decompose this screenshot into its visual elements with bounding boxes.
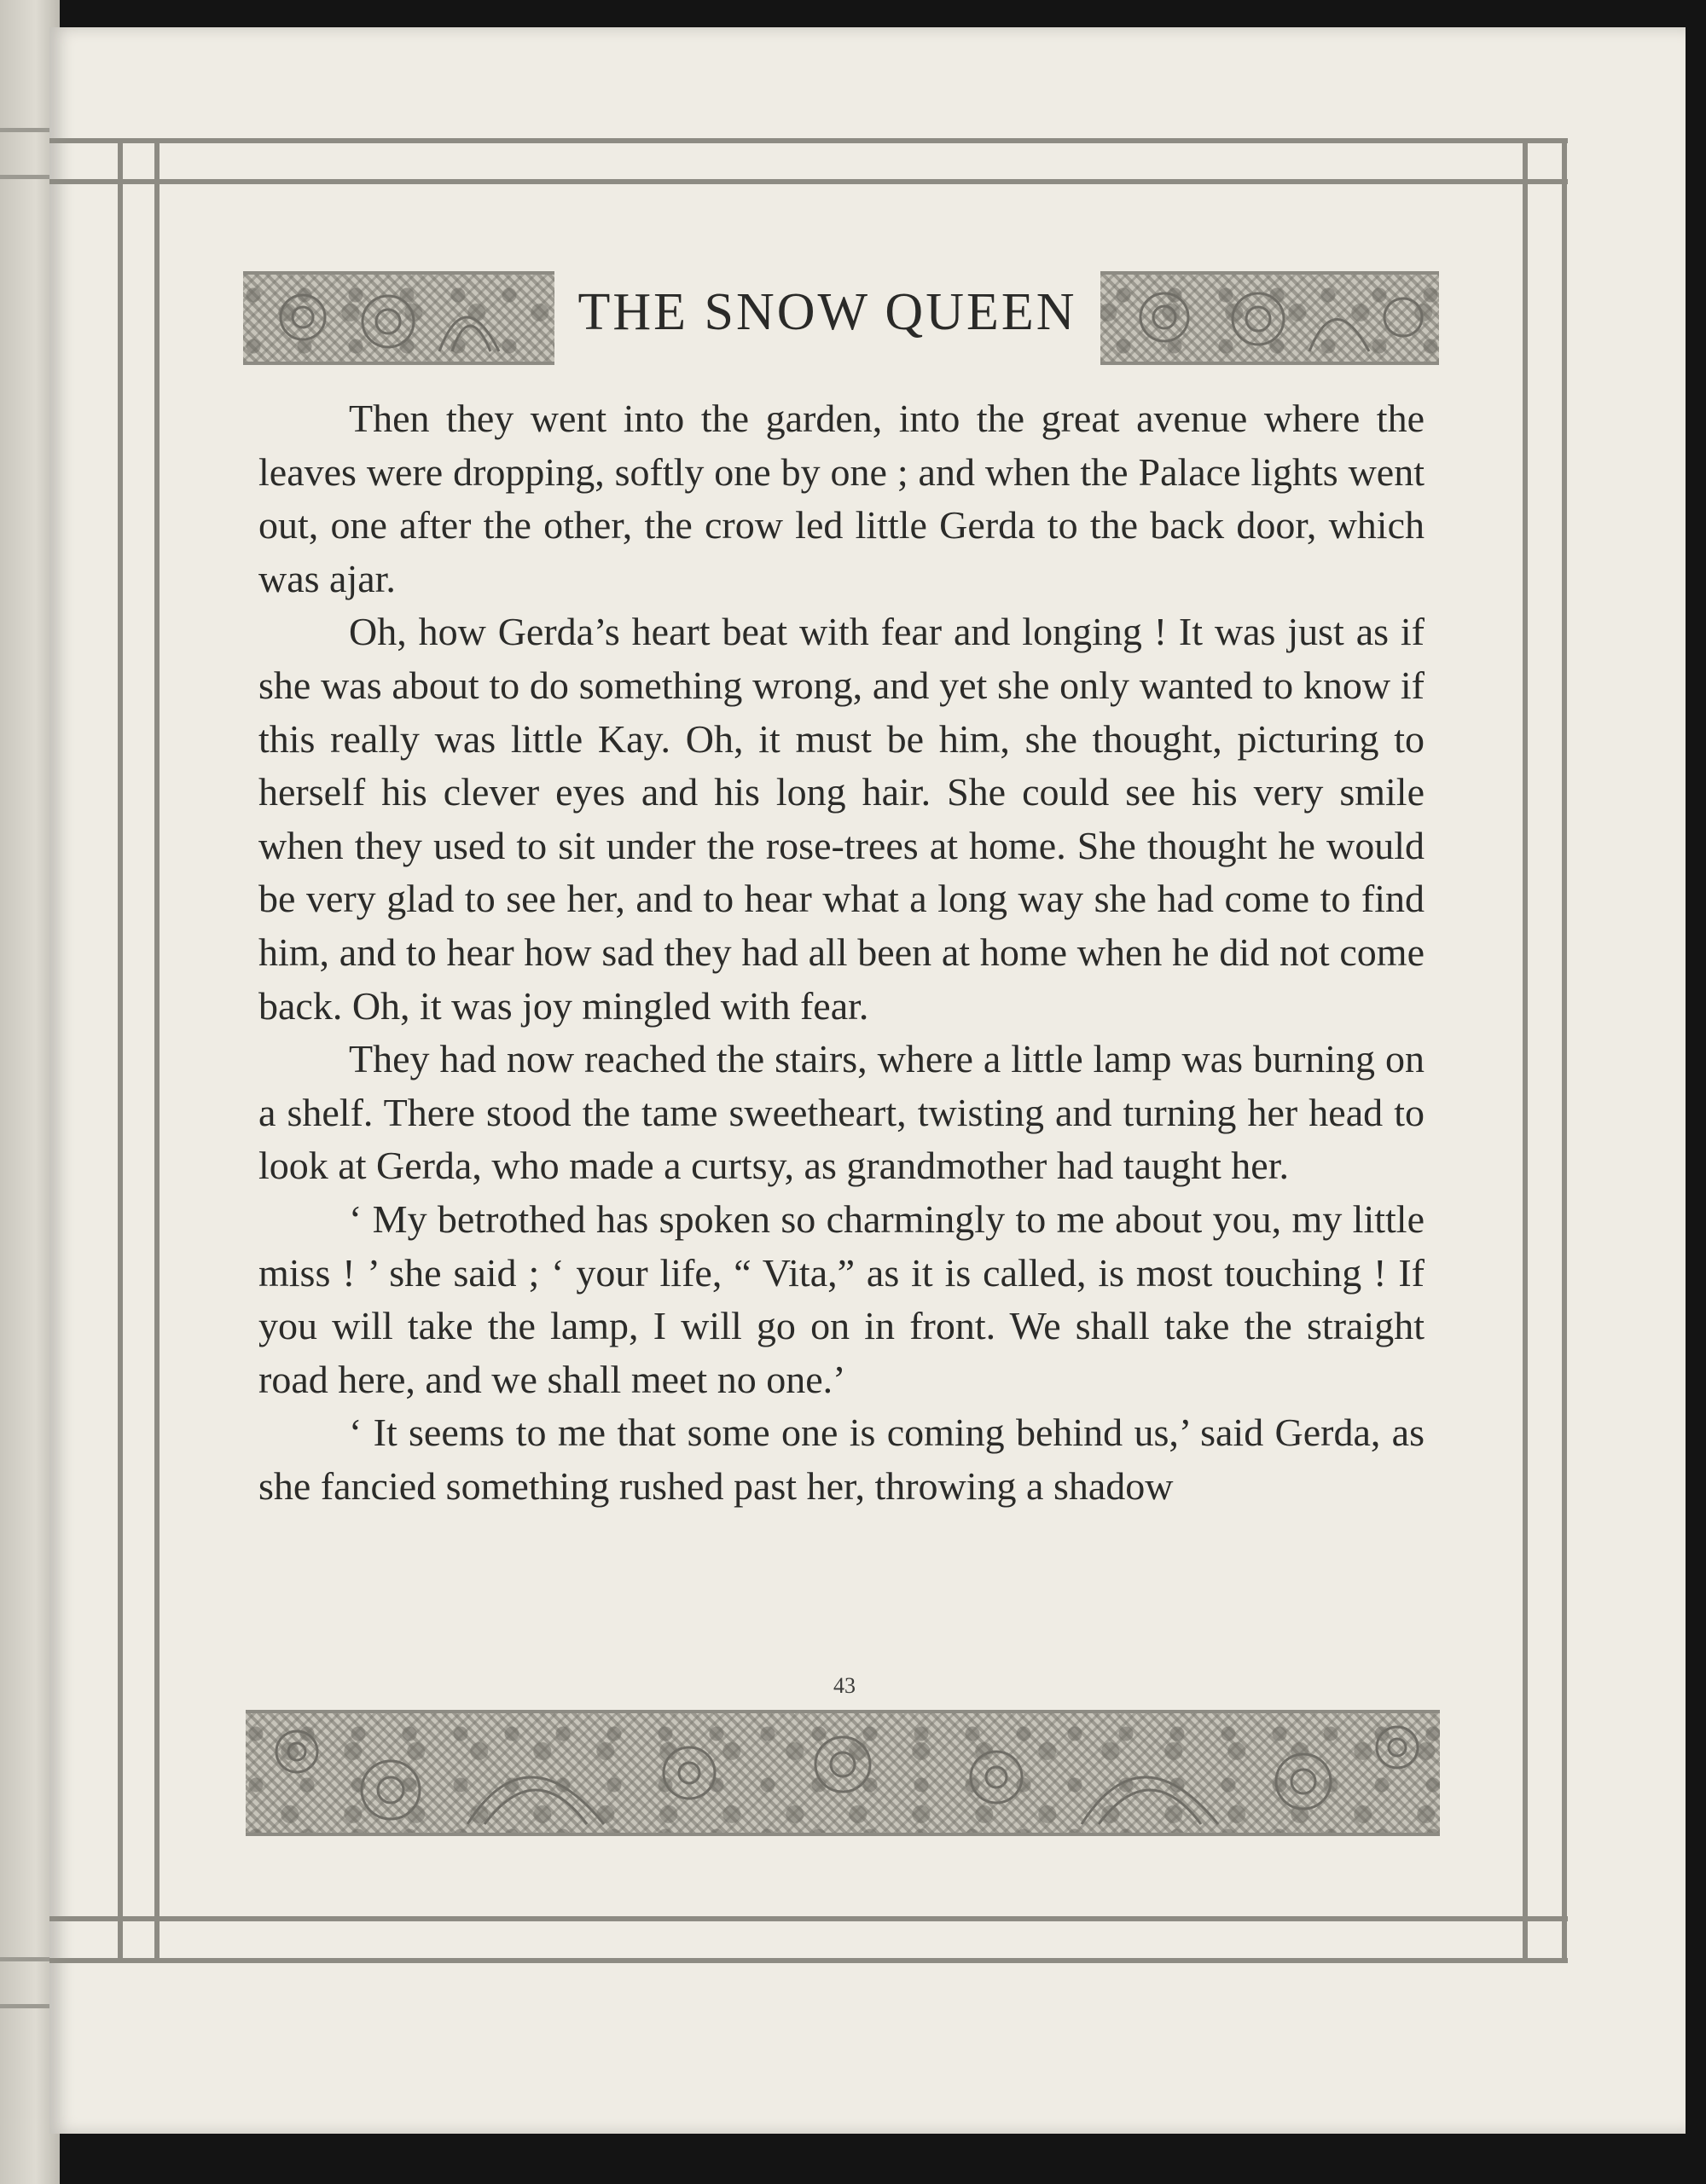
- facing-page-rule: [0, 2004, 53, 2008]
- paragraph-3: They had now reached the stairs, where a little lamp was burning on a shelf. There stood the tame sweetheart, twisting and turning her head to look at Gerda, who made a curtsy, as grandmother had taught her.: [258, 1037, 1425, 1188]
- frame-right-outer: [1562, 138, 1567, 1963]
- paragraph-1: Then they went into the garden, into the great avenue where the leaves were dropping, softly one by one ; and when the Palace lights went out, one after the other, the crow led little Gerda to the back door, which was ajar.: [258, 397, 1425, 600]
- frame-left-inner: [154, 138, 160, 1963]
- footer-ornament: [246, 1710, 1440, 1836]
- paragraph-4: ‘ My betrothed has spoken so charmingly to me about you, my little miss ! ’ she said ; ‘ your life, “ Vita,” as it is called, is most touching ! If you will take the lamp, I will go on in front. We shall take the straight road here, and we shall meet no one.’: [258, 1196, 1425, 1401]
- frame-left-outer: [118, 138, 123, 1963]
- body-text: [258, 392, 1425, 1513]
- facing-page-rule: [0, 175, 53, 179]
- facing-page-rule: [0, 1957, 53, 1961]
- paragraph-5: ‘ It seems to me that some one is coming behind us,’ said Gerda, as she fancied something rushed past her, throwing a shadow: [258, 1411, 1425, 1508]
- facing-page-rule: [0, 128, 53, 132]
- page-number: 43: [833, 1673, 856, 1698]
- frame-right-inner: [1523, 138, 1528, 1963]
- chapter-title-box: [554, 256, 1100, 368]
- frame-top-outer: [49, 138, 1568, 143]
- footer-floral-pattern: [246, 1713, 1440, 1833]
- chapter-title: THE SNOW QUEEN: [577, 282, 1077, 341]
- frame-bottom-inner: [49, 1916, 1568, 1921]
- frame-bottom-outer: [49, 1958, 1568, 1963]
- paragraph-2: Oh, how Gerda’s heart beat with fear and longing ! It was just as if she was about to do something wrong, and yet she only wanted to know if this really was little Kay. Oh, it must be him, she thought, picturing to herself his clever eyes and his long hair. She could see his very smile when they used to sit under the rose-trees at home. She thought he would be very glad to see her, and to hear what a long way she had come to find him, and to hear how sad they had all been at home when he did not come back. Oh, it was joy mingled with fear.: [258, 610, 1425, 1028]
- frame-top-inner: [49, 179, 1568, 184]
